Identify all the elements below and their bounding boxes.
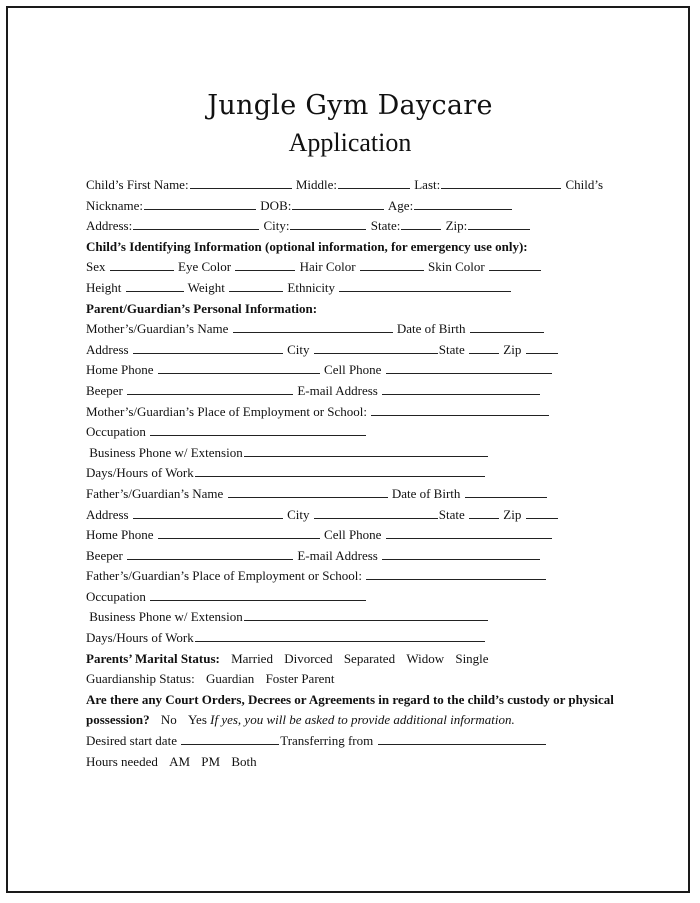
mother-employment-label: Mother’s/Guardian’s Place of Employment or School:	[86, 403, 368, 419]
first-name-label: Child’s First Name:	[86, 177, 189, 192]
mother-state-field[interactable]	[469, 341, 499, 354]
row-child-address	[86, 216, 626, 237]
father-business-phone-field[interactable]	[244, 608, 488, 621]
middle-field[interactable]	[338, 176, 410, 189]
row-identifying-1	[86, 257, 626, 278]
childs-label: Child’s	[565, 177, 604, 192]
weight-label: Weight	[187, 279, 225, 295]
last-label: Last:	[414, 177, 441, 192]
row-marital-status	[86, 649, 626, 670]
father-email-label: E-mail Address	[297, 547, 378, 563]
mother-dob-field[interactable]	[470, 320, 544, 333]
father-dob-label: Date of Birth	[391, 485, 461, 501]
mother-dob-label: Date of Birth	[396, 321, 466, 337]
court-note: If yes, you will be asked to provide additional information.	[210, 712, 515, 728]
mother-beeper-field[interactable]	[127, 382, 293, 395]
court-option-yes[interactable]: Yes	[187, 712, 207, 728]
dob-label: DOB:	[260, 197, 292, 213]
mother-city-field[interactable]	[314, 341, 438, 354]
father-days-hours-label: Days/Hours of Work	[86, 630, 194, 646]
row-court-answer	[86, 710, 626, 731]
guardianship-label: Guardianship Status:	[86, 671, 195, 687]
mother-employment-field[interactable]	[371, 403, 549, 416]
court-question: Are there any Court Orders, Decrees or Agreements in regard to the child’s custody or physical	[86, 691, 614, 707]
mother-name-label: Mother’s/Guardian’s Name	[86, 321, 229, 337]
state-label: State:	[370, 218, 401, 234]
row-hours-needed	[86, 752, 626, 773]
first-name-field[interactable]	[190, 176, 292, 189]
start-date-label: Desired start date	[86, 733, 177, 749]
father-name-field[interactable]	[228, 485, 388, 498]
row-guardianship	[86, 669, 626, 690]
mother-email-label: E-mail Address	[297, 382, 378, 398]
row-father-name	[86, 484, 626, 505]
application-form	[86, 175, 626, 772]
mother-days-hours-field[interactable]	[195, 464, 485, 477]
ethnicity-field[interactable]	[339, 279, 511, 292]
father-cell-phone-label: Cell Phone	[324, 527, 382, 543]
marital-option-single[interactable]: Single	[455, 650, 489, 666]
city-field[interactable]	[290, 217, 366, 230]
row-mother-occupation	[86, 422, 626, 443]
dob-field[interactable]	[292, 197, 384, 210]
hours-option-pm[interactable]: PM	[201, 753, 221, 769]
father-address-field[interactable]	[133, 506, 283, 519]
age-field[interactable]	[414, 197, 512, 210]
hours-needed-label: Hours needed	[86, 753, 158, 769]
form-title: Application	[288, 128, 412, 157]
father-beeper-label: Beeper	[86, 547, 123, 563]
father-home-phone-label: Home Phone	[86, 527, 154, 543]
mother-business-phone-label: Business Phone w/ Extension	[89, 444, 243, 460]
identifying-heading: Child’s Identifying Information (optional information, for emergency use only):	[86, 238, 528, 254]
father-beeper-field[interactable]	[127, 547, 293, 560]
nickname-field[interactable]	[144, 197, 256, 210]
marital-option-married[interactable]: Married	[231, 650, 273, 666]
height-field[interactable]	[126, 279, 184, 292]
marital-option-widow[interactable]: Widow	[406, 650, 445, 666]
row-father-days-hours	[86, 628, 626, 649]
mother-home-phone-field[interactable]	[158, 361, 320, 374]
weight-field[interactable]	[229, 279, 283, 292]
row-mother-employment	[86, 402, 626, 423]
guardianship-option-guardian[interactable]: Guardian	[205, 671, 255, 687]
mother-name-field[interactable]	[233, 320, 393, 333]
father-name-label: Father’s/Guardian’s Name	[86, 485, 224, 501]
row-father-occupation	[86, 587, 626, 608]
nickname-label: Nickname:	[86, 197, 144, 213]
start-date-field[interactable]	[181, 732, 279, 745]
skin-color-field[interactable]	[489, 258, 541, 271]
hair-color-label: Hair Color	[299, 259, 356, 275]
mother-zip-field[interactable]	[526, 341, 558, 354]
hours-option-am[interactable]: AM	[169, 753, 191, 769]
father-business-phone-label: Business Phone w/ Extension	[89, 609, 243, 625]
skin-color-label: Skin Color	[428, 259, 485, 275]
mother-address-label: Address	[86, 341, 129, 357]
marital-status-label: Parents’ Marital Status:	[86, 650, 220, 666]
father-zip-label: Zip	[503, 506, 522, 522]
row-father-beeper	[86, 546, 626, 567]
row-father-address	[86, 505, 626, 526]
father-occupation-field[interactable]	[150, 588, 366, 601]
mother-beeper-label: Beeper	[86, 382, 123, 398]
mother-address-field[interactable]	[133, 341, 283, 354]
mother-occupation-field[interactable]	[150, 423, 366, 436]
mother-days-hours-label: Days/Hours of Work	[86, 465, 194, 481]
father-city-label: City	[287, 506, 310, 522]
mother-city-label: City	[287, 341, 310, 357]
sex-field[interactable]	[110, 258, 174, 271]
org-title: Jungle Gym Daycare	[207, 90, 493, 121]
row-mother-phones	[86, 360, 626, 381]
height-label: Height	[86, 279, 122, 295]
father-occupation-label: Occupation	[86, 588, 146, 604]
mother-cell-phone-label: Cell Phone	[324, 362, 382, 378]
guardianship-option-foster[interactable]: Foster Parent	[265, 671, 335, 687]
row-father-employment	[86, 566, 626, 587]
marital-option-divorced[interactable]: Divorced	[284, 650, 333, 666]
mother-state-label: State	[438, 341, 465, 357]
city-label: City:	[263, 218, 290, 234]
address-label: Address:	[86, 218, 133, 234]
mother-cell-phone-field[interactable]	[386, 361, 552, 374]
father-email-field[interactable]	[382, 547, 540, 560]
row-start-date	[86, 731, 626, 752]
eye-color-label: Eye Color	[178, 259, 232, 275]
hours-option-both[interactable]: Both	[231, 753, 257, 769]
mother-home-phone-label: Home Phone	[86, 362, 154, 378]
row-child-name	[86, 175, 626, 196]
father-city-field[interactable]	[314, 506, 438, 519]
father-state-field[interactable]	[469, 506, 499, 519]
zip-field[interactable]	[468, 217, 530, 230]
age-label: Age:	[387, 197, 414, 213]
row-father-business-phone	[86, 607, 626, 628]
mother-email-field[interactable]	[382, 382, 540, 395]
transferring-from-label: Transferring from	[280, 733, 374, 749]
middle-label: Middle:	[295, 177, 337, 192]
court-question-cont: possession?	[86, 712, 150, 728]
father-dob-field[interactable]	[465, 485, 547, 498]
sex-label: Sex	[86, 259, 106, 275]
row-mother-address	[86, 340, 626, 361]
father-employment-field[interactable]	[366, 567, 546, 580]
mother-business-phone-field[interactable]	[244, 444, 488, 457]
court-option-no[interactable]: No	[160, 712, 177, 728]
last-field[interactable]	[441, 176, 561, 189]
mother-zip-label: Zip	[503, 341, 522, 357]
state-field[interactable]	[401, 217, 441, 230]
father-home-phone-field[interactable]	[158, 526, 320, 539]
row-identifying-2	[86, 278, 626, 299]
father-address-label: Address	[86, 506, 129, 522]
row-mother-days-hours	[86, 463, 626, 484]
row-mother-business-phone	[86, 443, 626, 464]
row-mother-name	[86, 319, 626, 340]
father-zip-field[interactable]	[526, 506, 558, 519]
mother-occupation-label: Occupation	[86, 424, 146, 440]
transferring-from-field[interactable]	[378, 732, 546, 745]
parent-heading: Parent/Guardian’s Personal Information:	[86, 300, 318, 316]
father-days-hours-field[interactable]	[195, 629, 485, 642]
hair-color-field[interactable]	[360, 258, 424, 271]
row-father-phones	[86, 525, 626, 546]
father-cell-phone-field[interactable]	[386, 526, 552, 539]
row-nickname	[86, 196, 626, 217]
row-mother-beeper	[86, 381, 626, 402]
father-employment-label: Father’s/Guardian’s Place of Employment or School:	[86, 568, 362, 584]
address-field[interactable]	[133, 217, 259, 230]
father-state-label: State	[438, 506, 465, 522]
zip-label: Zip:	[445, 218, 468, 234]
eye-color-field[interactable]	[235, 258, 295, 271]
marital-option-separated[interactable]: Separated	[343, 650, 396, 666]
ethnicity-label: Ethnicity	[287, 279, 336, 295]
